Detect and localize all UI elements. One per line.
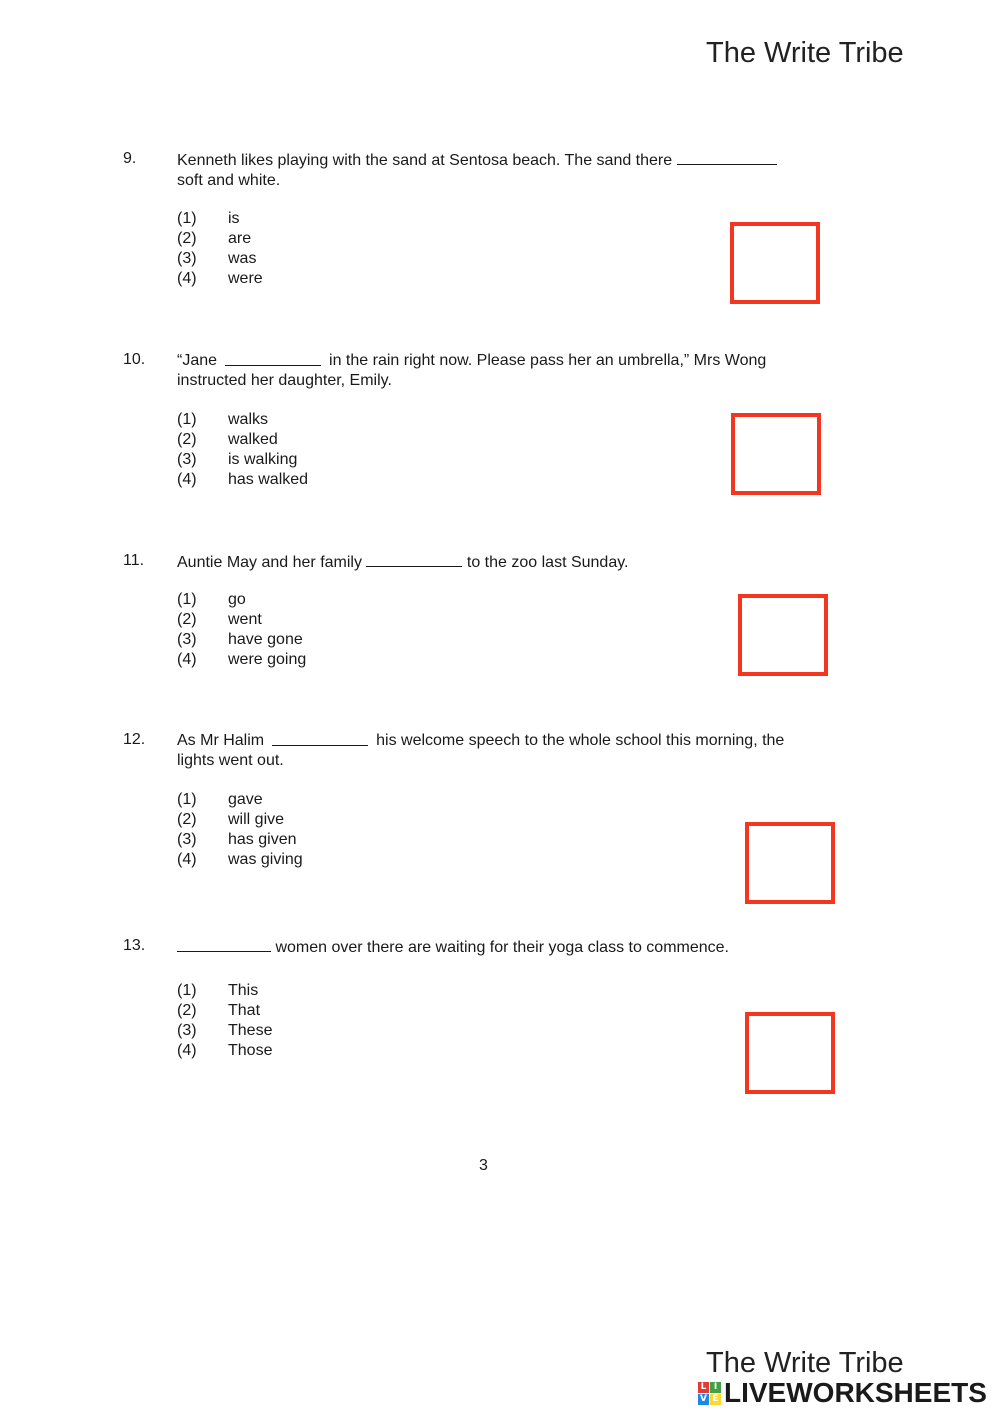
- option-item: [177, 630, 306, 650]
- option-item: [177, 590, 306, 610]
- blank-line: [177, 937, 271, 952]
- option-number: (3): [177, 1022, 197, 1039]
- option-item: [177, 269, 263, 289]
- options-list-10: [177, 410, 308, 490]
- option-item: [177, 410, 308, 430]
- option-text: Those: [228, 1042, 273, 1059]
- option-item: [177, 981, 272, 1001]
- options-list-9: [177, 209, 263, 289]
- option-number: (1): [177, 411, 197, 428]
- option-number: (4): [177, 651, 197, 668]
- question-text-part: “Jane: [177, 352, 218, 369]
- answer-box-12[interactable]: [745, 822, 835, 904]
- option-text: is walking: [228, 451, 298, 468]
- option-number: (3): [177, 250, 197, 267]
- option-item: [177, 610, 306, 630]
- option-text: went: [228, 611, 262, 628]
- logo-letter: V: [698, 1394, 709, 1405]
- footer-title: The Write Tribe: [706, 1347, 904, 1379]
- option-text: go: [228, 591, 246, 608]
- option-number: (3): [177, 631, 197, 648]
- option-number: (2): [177, 611, 197, 628]
- option-text: This: [228, 982, 259, 999]
- option-number: (2): [177, 1002, 197, 1019]
- option-item: [177, 470, 308, 490]
- option-item: [177, 790, 303, 810]
- option-item: [177, 249, 263, 269]
- blank-line: [677, 150, 777, 165]
- blank-line: [272, 731, 368, 746]
- option-text: has given: [228, 831, 297, 848]
- question-text-part: As Mr Halim: [177, 732, 265, 749]
- option-number: (1): [177, 591, 197, 608]
- options-list-13: [177, 981, 272, 1061]
- question-text-part: his welcome speech to the whole school this morning, the: [376, 732, 785, 749]
- option-number: (4): [177, 471, 197, 488]
- option-number: (3): [177, 831, 197, 848]
- option-text: will give: [228, 811, 285, 828]
- blank-line: [366, 552, 462, 567]
- option-number: (4): [177, 851, 197, 868]
- blank-line: [225, 351, 321, 366]
- question-text: [177, 731, 849, 771]
- question-text: [177, 150, 849, 191]
- option-number: (1): [177, 210, 197, 227]
- question-number: 12.: [123, 731, 146, 748]
- question-text-part: women over there are waiting for their yoga class to commence.: [275, 939, 729, 956]
- answer-box-9[interactable]: [730, 222, 820, 304]
- question-text: [177, 937, 849, 958]
- option-text: walked: [228, 431, 278, 448]
- option-text: That: [228, 1002, 261, 1019]
- option-item: [177, 1001, 272, 1021]
- question-number: 11.: [123, 552, 145, 569]
- option-text: was: [228, 250, 257, 267]
- question-text-part: Auntie May and her family: [177, 554, 362, 571]
- option-item: [177, 850, 303, 870]
- page-number: 3: [479, 1157, 488, 1174]
- answer-box-10[interactable]: [731, 413, 821, 495]
- question-number: 10.: [123, 351, 146, 368]
- option-text: gave: [228, 791, 263, 808]
- header-title: The Write Tribe: [706, 37, 904, 69]
- question-number: 13.: [123, 937, 146, 954]
- option-item: [177, 229, 263, 249]
- option-number: (4): [177, 270, 197, 287]
- logo-letter: L: [698, 1382, 709, 1393]
- option-text: have gone: [228, 631, 303, 648]
- question-text-line: lights went out.: [177, 752, 284, 769]
- option-number: (4): [177, 1042, 197, 1059]
- question-text-part: to the zoo last Sunday.: [466, 554, 629, 571]
- option-item: [177, 1041, 272, 1061]
- option-text: These: [228, 1022, 273, 1039]
- options-list-11: [177, 590, 306, 670]
- option-text: were going: [228, 651, 307, 668]
- question-text: [177, 351, 849, 391]
- question-text-part: in the rain right now. Please pass her an umbrella,” Mrs Wong: [329, 352, 767, 369]
- option-item: [177, 430, 308, 450]
- option-number: (2): [177, 230, 197, 247]
- brand-text: LIVEWORKSHEETS: [724, 1377, 987, 1408]
- logo-letter: E: [710, 1394, 721, 1405]
- option-number: (2): [177, 431, 197, 448]
- option-item: [177, 830, 303, 850]
- option-text: was giving: [228, 851, 303, 868]
- option-item: [177, 209, 263, 229]
- question-number: 9.: [123, 150, 137, 167]
- option-item: [177, 810, 303, 830]
- option-number: (1): [177, 791, 197, 808]
- option-number: (3): [177, 451, 197, 468]
- option-text: has walked: [228, 471, 309, 488]
- option-number: (2): [177, 811, 197, 828]
- question-text-line: instructed her daughter, Emily.: [177, 372, 392, 389]
- option-item: [177, 1021, 272, 1041]
- options-list-12: [177, 790, 303, 870]
- liveworksheets-logo-icon: [698, 1382, 721, 1405]
- option-text: are: [228, 230, 252, 247]
- question-text-line: soft and white.: [177, 172, 281, 189]
- question-text: [177, 552, 849, 573]
- option-text: is: [228, 210, 240, 227]
- option-text: walks: [228, 411, 269, 428]
- option-item: [177, 650, 306, 670]
- option-number: (1): [177, 982, 197, 999]
- answer-box-11[interactable]: [738, 594, 828, 676]
- question-text-part: Kenneth likes playing with the sand at Sentosa beach. The sand there: [177, 152, 673, 169]
- answer-box-13[interactable]: [745, 1012, 835, 1094]
- option-text: were: [228, 270, 263, 287]
- option-item: [177, 450, 308, 470]
- liveworksheets-brand[interactable]: [698, 1377, 987, 1408]
- logo-letter: I: [710, 1382, 721, 1393]
